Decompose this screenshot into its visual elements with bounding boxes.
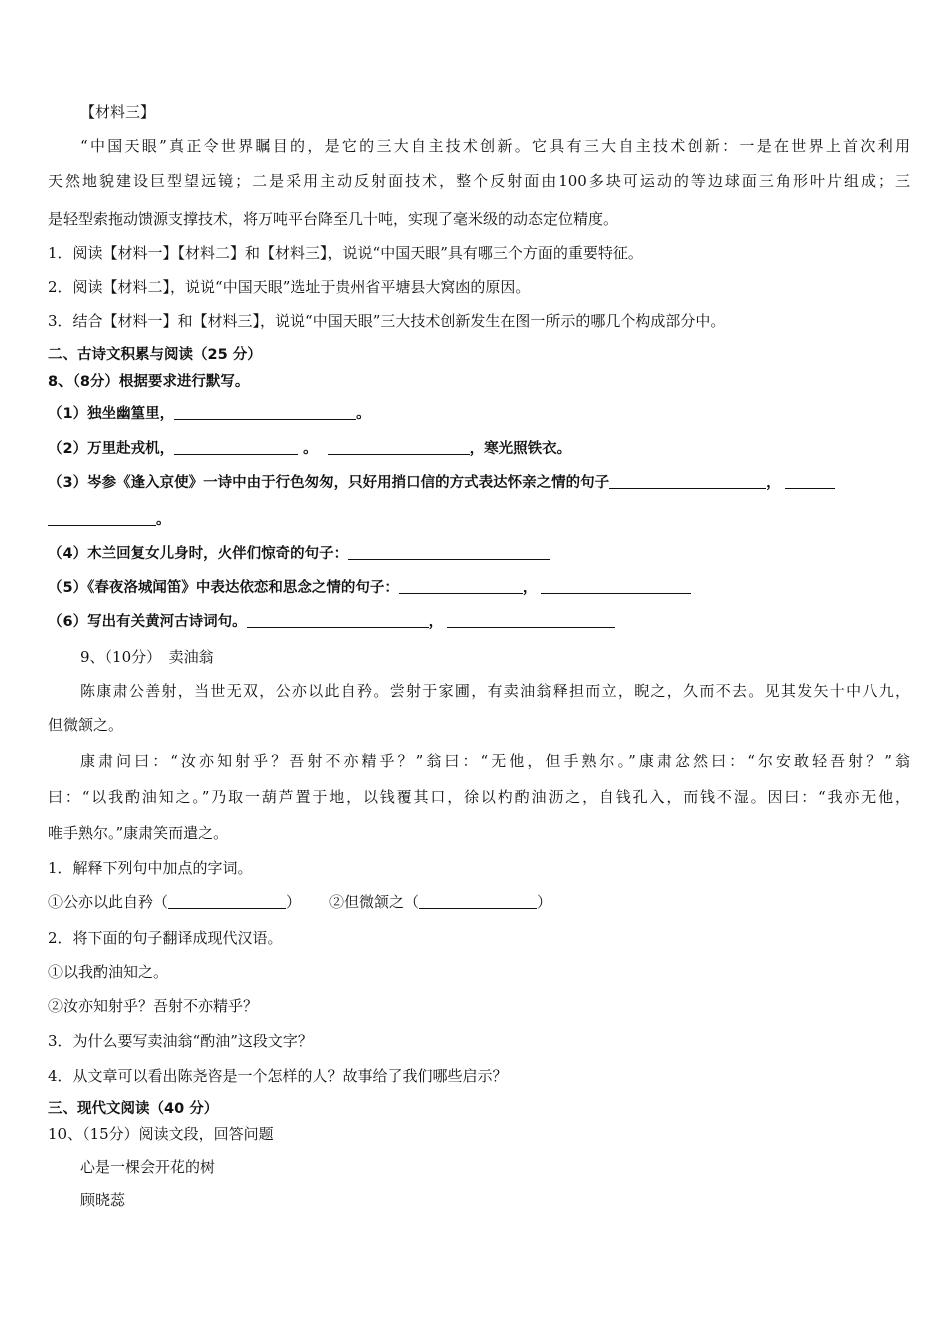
- dictation-line-4: （4）木兰回复女儿身时，火伴们惊奇的句子：: [48, 544, 910, 564]
- sub-question-item: ②汝亦知射乎？吾射不亦精乎？: [48, 997, 259, 1015]
- material-paragraph-line: 天然地貌建设巨型望远镜；二是采用主动反射面技术，整个反射面由100多块可运动的等边球面三角形叶片组成；三: [48, 172, 910, 190]
- answer-blank[interactable]: [348, 545, 550, 560]
- answer-blank[interactable]: [328, 440, 470, 455]
- dictation-line-6: （6）写出有关黄河古诗词句。 ，: [48, 612, 910, 632]
- material-paragraph-line: 是轻型索拖动馈源支撑技术，将万吨平台降至几十吨，实现了毫米级的动态定位精度。: [48, 210, 619, 228]
- section-heading: 三、现代文阅读（40 分）: [48, 1101, 219, 1117]
- passage-line: 但微颔之。: [48, 716, 124, 734]
- question-heading: 10、（15分）阅读文段，回答问题: [48, 1125, 274, 1143]
- sub-question-blanks: ①公亦以此自矜（ ） ②但微颔之（ ）: [48, 893, 553, 911]
- passage-line: 唯手熟尔。”康肃笑而遣之。: [48, 824, 229, 842]
- answer-blank[interactable]: [399, 579, 523, 594]
- sub-question: 3．为什么要写卖油翁“酌油”这段文字？: [48, 1032, 313, 1050]
- dictation-line-1: （1）独坐幽篁里， 。: [48, 406, 371, 422]
- question-item: 3．结合【材料一】和【材料三】，说说“中国天眼”三大技术创新发生在图一所示的哪几个构成部分中。: [48, 312, 726, 330]
- answer-blank[interactable]: [168, 894, 286, 909]
- sub-question: 1．解释下列句中加点的字词。: [48, 859, 253, 877]
- answer-blank[interactable]: [609, 474, 766, 489]
- passage-line: 康肃问曰：“汝亦知射乎？吾射不亦精乎？”翁曰：“无他，但手熟尔。”康肃忿然曰：“尔安敢轻吾射？”翁: [80, 752, 910, 770]
- answer-blank[interactable]: [247, 613, 429, 628]
- sub-question: 4．从文章可以看出陈尧咨是一个怎样的人？故事给了我们哪些启示？: [48, 1067, 508, 1085]
- material-heading: 【材料三】: [80, 103, 156, 121]
- answer-blank[interactable]: [541, 579, 691, 594]
- dictation-line-2: （2）万里赴戎机， 。 ，寒光照铁衣。: [48, 441, 572, 457]
- article-title: 心是一棵会开花的树: [80, 1158, 216, 1176]
- dictation-line-3: （3）岑参《逢入京使》一诗中由于行色匆匆，只好用捎口信的方式表达怀亲之情的句子 ，: [48, 473, 910, 493]
- dictation-line-5: （5）《春夜洛城闻笛》中表达依恋和思念之情的句子： ，: [48, 578, 910, 598]
- section-heading: 二、古诗文积累与阅读（25 分）: [48, 347, 262, 363]
- question-heading: 9、（10分） 卖油翁: [80, 648, 214, 666]
- answer-blank[interactable]: [48, 511, 156, 526]
- article-author: 顾晓蕊: [80, 1191, 126, 1209]
- sub-question-item: ①以我酌油知之。: [48, 963, 169, 981]
- material-paragraph-line: “中国天眼”真正令世界瞩目的，是它的三大自主技术创新。它具有三大自主技术创新：一是在世界上首次利用: [80, 137, 910, 155]
- answer-blank[interactable]: [174, 405, 356, 420]
- dictation-line-3-cont: 。: [48, 510, 910, 530]
- answer-blank[interactable]: [447, 613, 615, 628]
- answer-blank[interactable]: [174, 440, 298, 455]
- passage-line: 曰：“以我酌油知之。”乃取一葫芦置于地，以钱覆其口，徐以杓酌油沥之，自钱孔入，而钱不湿。因曰：“我亦无他，: [48, 788, 910, 806]
- question-heading: 8、（8分）根据要求进行默写。: [48, 374, 250, 390]
- answer-blank[interactable]: [419, 894, 537, 909]
- question-item: 2．阅读【材料二】，说说“中国天眼”选址于贵州省平塘县大窝凼的原因。: [48, 278, 531, 296]
- sub-question: 2．将下面的句子翻译成现代汉语。: [48, 929, 283, 947]
- passage-line: 陈康肃公善射，当世无双，公亦以此自矜。尝射于家圃，有卖油翁释担而立，睨之，久而不去。见其发矢十中八九，: [80, 682, 910, 700]
- answer-blank[interactable]: [785, 474, 835, 489]
- question-item: 1．阅读【材料一】【材料二】和【材料三】，说说“中国天眼”具有哪三个方面的重要特征。: [48, 244, 643, 262]
